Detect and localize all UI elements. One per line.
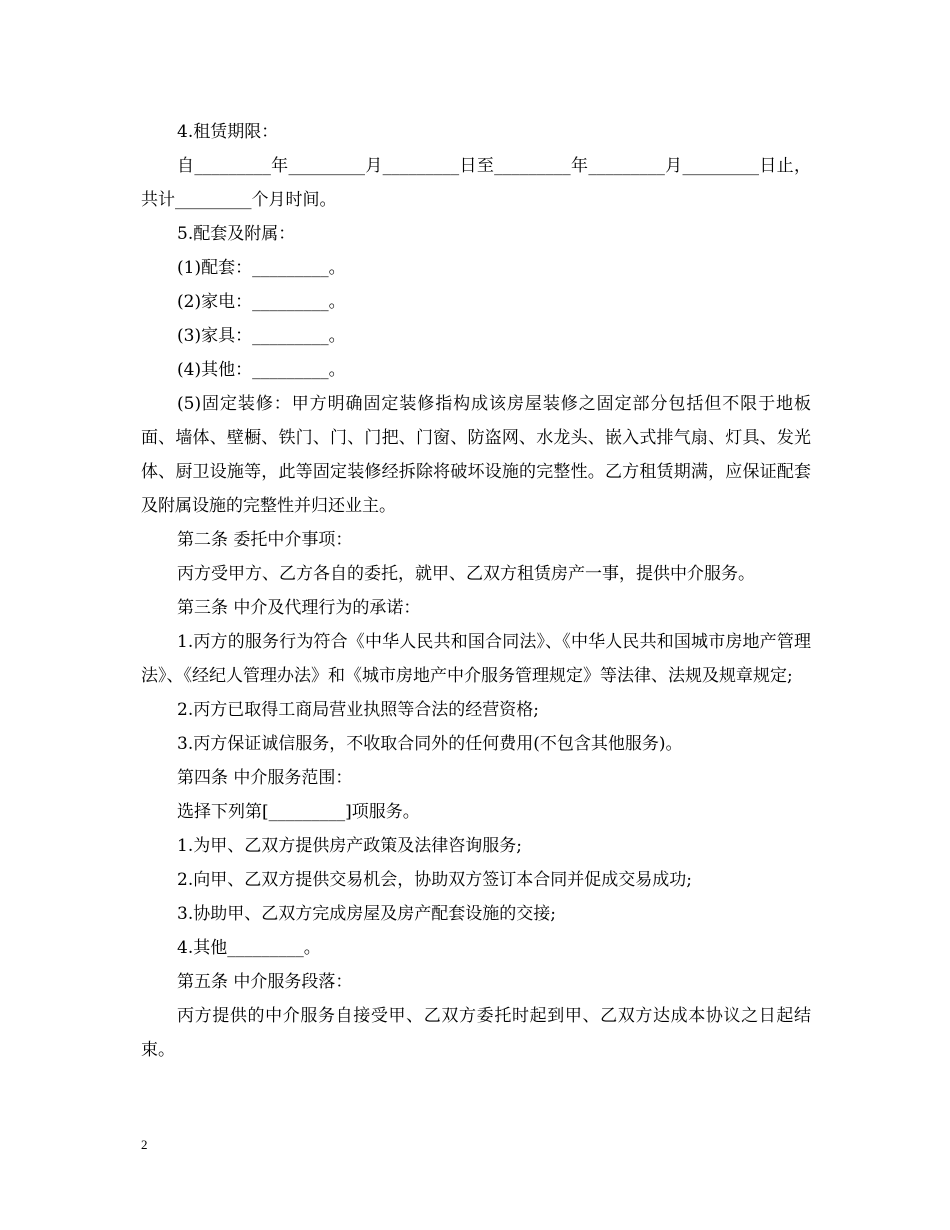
document-body (141, 115, 811, 1067)
paragraph-article-5-body: 丙方提供的中介服务自接受甲、乙双方委托时起到甲、乙双方达成本协议之日起结束。 (141, 1006, 811, 1060)
paragraph-article-2-heading: 第二条 委托中介事项： (177, 530, 353, 550)
paragraph-article-4-item-1: 1.为甲、乙双方提供房产政策及法律咨询服务; (177, 836, 522, 856)
paragraph-lease-term-dates: 自_________年_________月_________日至_________年_________月_________日止，共计_________个月时间。 (141, 156, 811, 210)
paragraph-article-3-heading: 第三条 中介及代理行为的承诺： (177, 598, 421, 618)
paragraph-article-5-heading: 第五条 中介服务段落： (177, 972, 353, 992)
paragraph-article-4-heading: 第四条 中介服务范围： (177, 768, 353, 788)
paragraph-fixed-decoration: (5)固定装修：甲方明确固定装修指构成该房屋装修之固定部分包括但不限于地板面、墙体、壁橱、铁门、门、门把、门窗、防盗网、水龙头、嵌入式排气扇、灯具、发光体、厨卫设施等，此等固定装修经拆除将破坏设施的完整性。乙方租赁期满，应保证配套及附属设施的完整性并归还业主。 (141, 394, 811, 516)
paragraph-article-3-item-1: 1.丙方的服务行为符合《中华人民共和国合同法》、《中华人民共和国城市房地产管理法》、《经纪人管理办法》和《城市房地产中介服务管理规定》等法律、法规及规章规定; (141, 632, 811, 686)
paragraph-facilities-item-3: (3)家具：_________。 (177, 326, 346, 346)
paragraph-article-3-item-3: 3.丙方保证诚信服务，不收取合同外的任何费用(不包含其他服务)。 (177, 734, 683, 754)
paragraph-article-2-body: 丙方受甲方、乙方各自的委托，就甲、乙双方租赁房产一事，提供中介服务。 (177, 564, 755, 584)
paragraph-article-4-item-4: 4.其他_________。 (177, 938, 321, 958)
page-number: 2 (141, 1137, 148, 1152)
paragraph-facilities-heading: 5.配套及附属： (177, 224, 296, 244)
paragraph-lease-term-heading: 4.租赁期限： (177, 122, 279, 142)
paragraph-article-4-item-2: 2.向甲、乙双方提供交易机会，协助双方签订本合同并促成交易成功; (177, 870, 692, 890)
paragraph-facilities-item-1: (1)配套：_________。 (177, 258, 346, 278)
paragraph-facilities-item-2: (2)家电：_________。 (177, 292, 346, 312)
paragraph-article-4-select: 选择下列第[_________]项服务。 (177, 802, 420, 822)
paragraph-article-4-item-3: 3.协助甲、乙双方完成房屋及房产配套设施的交接; (177, 904, 556, 924)
paragraph-article-3-item-2: 2.丙方已取得工商局营业执照等合法的经营资格; (177, 700, 539, 720)
paragraph-facilities-item-4: (4)其他：_________。 (177, 360, 346, 380)
